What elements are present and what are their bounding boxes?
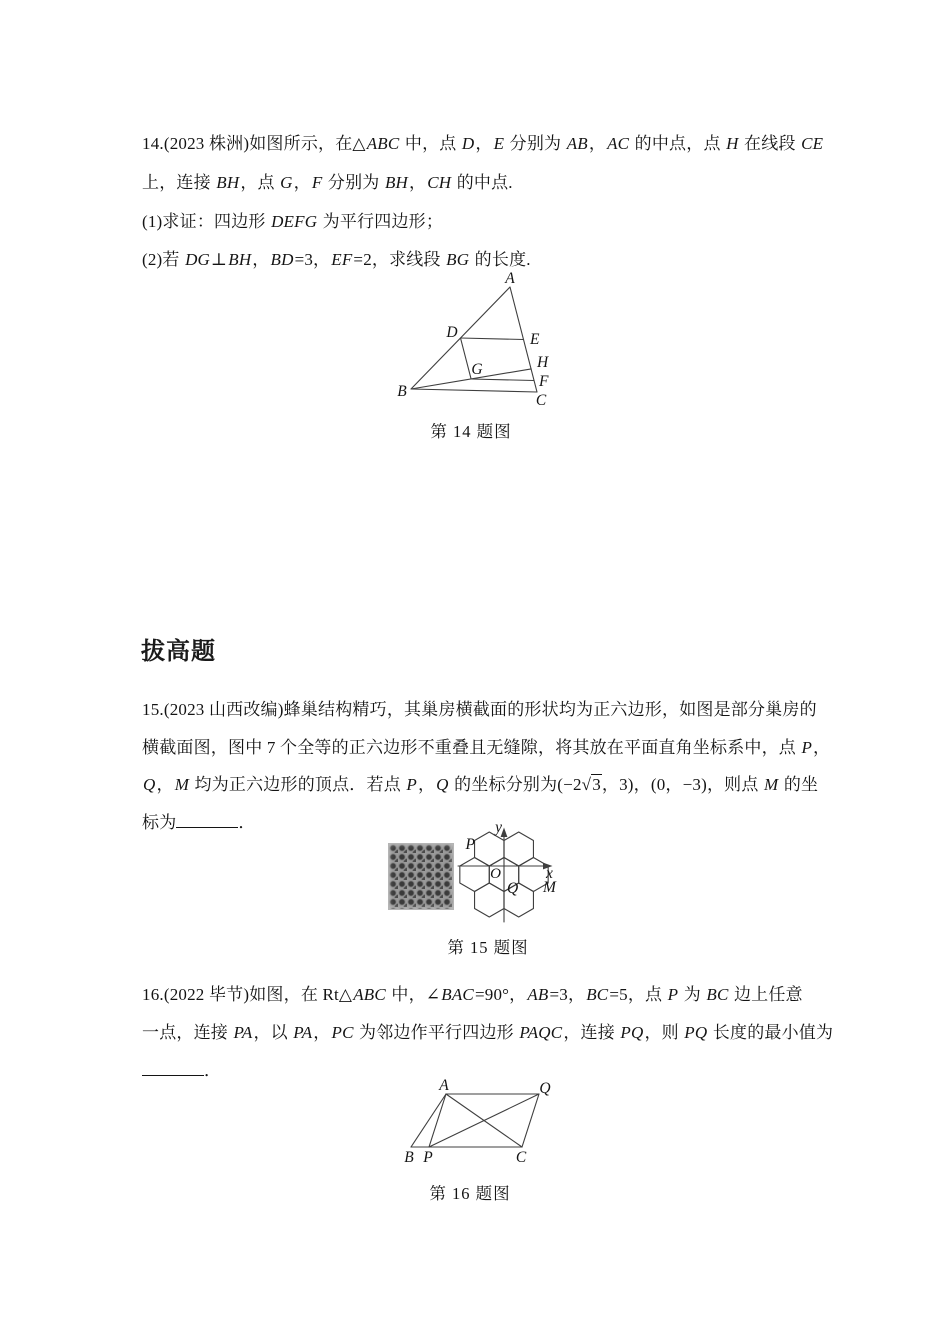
problem-14-figure-caption: 第 14 题图 [430,422,512,441]
answer-blank [176,811,238,828]
vertex-label-c: C [515,1149,527,1166]
vertex-label-d: D [446,324,458,341]
vertex-label-a: A [439,1077,449,1094]
axis-label-y: y [495,819,502,836]
origin-label-o: O [490,866,501,882]
segment-qc [522,1094,539,1147]
answer-blank [142,1059,204,1076]
problem-14-line-1: 14.(2023 株洲)如图所示，在△ABC 中，点 D，E 分别为 AB，AC 的中点，点 H 在线段 CE [142,134,824,153]
problem-16-figure [398,1078,560,1170]
problem-15-figure [452,816,562,940]
vertex-label-q: Q [539,1080,551,1097]
vertex-label-p: P [423,1149,433,1166]
vertex-label-g: G [471,361,483,378]
point-label-q: Q [507,880,519,897]
problem-15-line-2: 横截面图，图中 7 个全等的正六边形不重叠且无缝隙，将其放在平面直角坐标系中，点 P， [142,738,831,757]
vertex-label-a: A [505,270,515,287]
problem-16-line-1: 16.(2022 毕节)如图，在 Rt△ABC 中，∠BAC=90°，AB=3，BC=5，点 P 为 BC 边上任意 [142,985,803,1004]
vertex-label-b: B [404,1149,414,1166]
problem-14-line-3: (1)求证：四边形 DEFG 为平行四边形； [142,212,444,231]
problem-15-line-1: 15.(2023 山西改编)蜂巢结构精巧，其巢房横截面的形状均为正六边形，如图是部分巢房的 [142,700,817,719]
problem-16-figure-caption: 第 16 题图 [429,1184,511,1203]
point-label-m: M [543,879,556,896]
segment-ab [411,1094,446,1147]
problem-14-figure [390,268,560,413]
problem-14-line-4: (2)若 DG⊥BH，BD=3，EF=2，求线段 BG 的长度. [142,250,531,269]
parallelogram-paqc-outline [411,1094,539,1147]
problem-15-figure-caption: 第 15 题图 [447,938,529,957]
diagonal-pq [429,1094,539,1147]
problem-15-line-3: Q，M 均为正六边形的顶点．若点 P，Q 的坐标分别为(−2√3，3)，(0，−3)，则点 M 的坐 [143,775,819,794]
problem-14-line-2: 上，连接 BH，点 G，F 分别为 BH，CH 的中点. [142,173,513,192]
segment-dg [461,338,472,379]
segment-gf [471,379,534,381]
segment-ap [429,1094,446,1147]
section-header-advanced: 拔高题 [141,638,216,665]
problem-16-line-2: 一点，连接 PA，以 PA，PC 为邻边作平行四边形 PAQC，连接 PQ，则 PQ 长度的最小值为 [142,1023,834,1042]
vertex-label-h: H [537,354,549,371]
point-label-p: P [465,836,475,853]
axis-label-x: x [546,865,553,882]
segment-de [461,338,524,340]
vertex-label-c: C [535,392,547,409]
problem-16-line-3: ． [142,1058,842,1083]
honeycomb-photo [388,843,454,910]
vertex-label-e: E [530,331,540,348]
vertex-label-b: B [397,383,407,400]
problem-15-line-4: 标为 ． [142,810,842,835]
vertex-label-f: F [539,373,549,390]
